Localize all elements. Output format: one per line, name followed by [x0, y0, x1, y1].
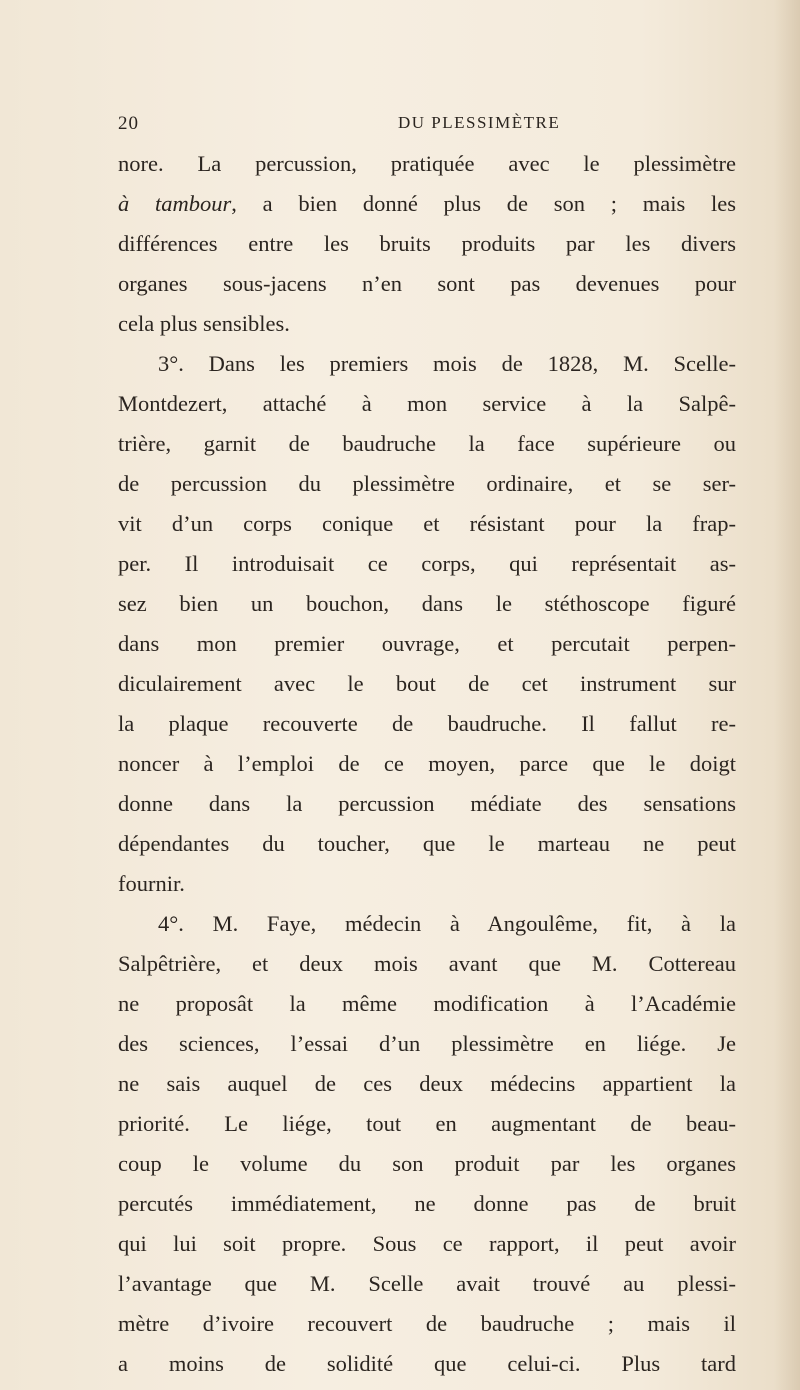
- text-line: noncer à l’emploi de ce moyen, parce que le doigt: [118, 751, 736, 776]
- text-line: différences entre les bruits produits par les divers: [118, 231, 736, 256]
- text-line: 4°. M. Faye, médecin à Angoulême, fit, à la: [158, 911, 736, 936]
- text-line: a moins de solidité que celui-ci. Plus tard: [118, 1351, 736, 1376]
- text-line: cela plus sensibles.: [118, 311, 290, 336]
- text-line: vit d’un corps conique et résistant pour la frap-: [118, 511, 736, 536]
- running-title: DU PLESSIMÈTRE: [398, 113, 561, 132]
- text-line: priorité. Le liége, tout en augmentant de beau-: [118, 1111, 736, 1136]
- text-line: per. Il introduisait ce corps, qui représentait as-: [118, 551, 736, 576]
- body-text: [118, 144, 736, 1384]
- running-head: [118, 113, 738, 137]
- text-line: nore. La percussion, pratiquée avec le plessimètre: [118, 151, 736, 176]
- page-number: 20: [118, 113, 139, 134]
- text-line: Salpêtrière, et deux mois avant que M. Cottereau: [118, 951, 736, 976]
- text-line: percutés immédiatement, ne donne pas de bruit: [118, 1191, 736, 1216]
- text-line: diculairement avec le bout de cet instrument sur: [118, 671, 736, 696]
- text-line: trière, garnit de baudruche la face supérieure ou: [118, 431, 736, 456]
- text-line: coup le volume du son produit par les organes: [118, 1151, 736, 1176]
- text-line: l’avantage que M. Scelle avait trouvé au plessi-: [118, 1271, 736, 1296]
- text-line: ne proposât la même modification à l’Académie: [118, 991, 736, 1016]
- text-line: dans mon premier ouvrage, et percutait perpen-: [118, 631, 736, 656]
- text-line: de percussion du plessimètre ordinaire, et se ser-: [118, 471, 736, 496]
- text-line: [118, 184, 736, 224]
- text-line: fournir.: [118, 871, 185, 896]
- text-line: 3°. Dans les premiers mois de 1828, M. Scelle-: [158, 351, 736, 376]
- text-line: Montdezert, attaché à mon service à la Salpê-: [118, 391, 736, 416]
- text-line: des sciences, l’essai d’un plessimètre en liége. Je: [118, 1031, 736, 1056]
- text-line: organes sous-jacens n’en sont pas devenues pour: [118, 271, 736, 296]
- text-line: mètre d’ivoire recouvert de baudruche ; mais il: [118, 1311, 736, 1336]
- text-line: donne dans la percussion médiate des sensations: [118, 791, 736, 816]
- text-line: qui lui soit propre. Sous ce rapport, il peut avoir: [118, 1231, 736, 1256]
- text-line: la plaque recouverte de baudruche. Il fallut re-: [118, 711, 736, 736]
- text-line: dépendantes du toucher, que le marteau ne peut: [118, 831, 736, 856]
- line-rest: , a bien donné plus de son ; mais les: [231, 191, 736, 216]
- text-line: sez bien un bouchon, dans le stéthoscope figuré: [118, 591, 736, 616]
- text-line: ne sais auquel de ces deux médecins appartient la: [118, 1071, 736, 1096]
- italic-phrase: à tambour: [118, 191, 232, 216]
- page-edge-shadow: [774, 0, 800, 1390]
